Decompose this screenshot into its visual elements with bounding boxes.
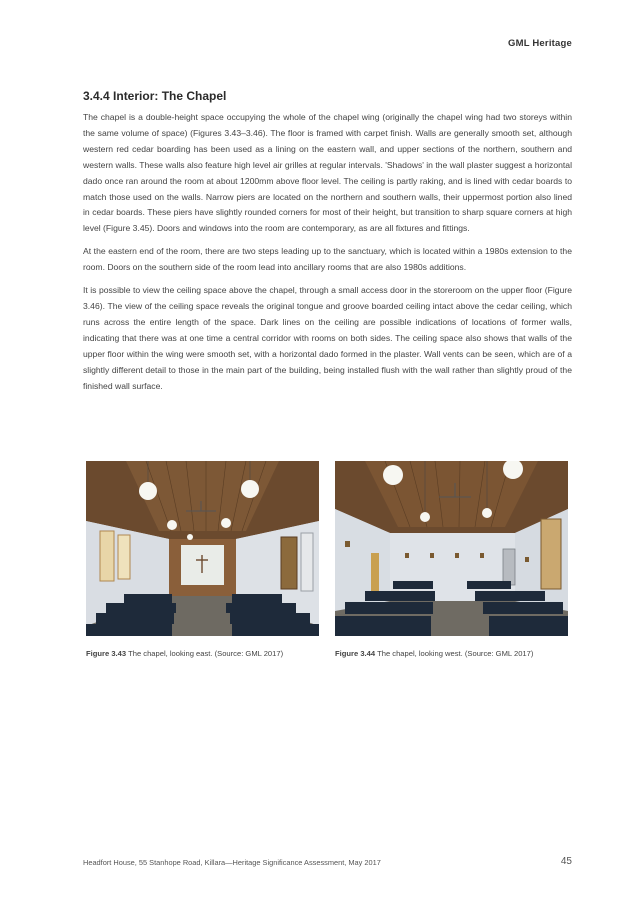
- photo-chapel-west-illustration: [335, 461, 568, 636]
- figure-label: Figure 3.43: [86, 649, 127, 658]
- figure-caption-text: The chapel, looking west. (Source: GML 2017): [377, 649, 534, 658]
- footer-text: Headfort House, 55 Stanhope Road, Killara—Heritage Significance Assessment, May 2017: [83, 858, 381, 867]
- paragraph: It is possible to view the ceiling space above the chapel, through a small access door in the storeroom on the upper floor (Figure 3.46). The view of the ceiling space reveals the original tongue and groove boarded ceiling intact above the cedar ceiling, which runs across the entire length of the space. Dark lines on the ceiling are possible indications of locations of former walls, indicating that there was at one time a central corridor with rooms on both sides. The ceiling space also shows that walls of the upper floor within the wing were smooth set, with a horizontal dado formed in the plaster. Wall vents can be seen, which are of a slightly different detail to those in the main part of the building, being installed flush with the wall rather than slightly proud of the finished wall surface.: [83, 285, 572, 391]
- photo-chapel-east-illustration: [86, 461, 319, 636]
- figure-chapel-east: [86, 461, 319, 658]
- figure-caption-text: The chapel, looking east. (Source: GML 2017): [128, 649, 284, 658]
- section-title: 3.4.4 Interior: The Chapel: [83, 89, 227, 103]
- page-number: 45: [560, 856, 572, 867]
- paragraph: The chapel is a double-height space occupying the whole of the chapel wing (originally the chapel wing had two storeys within the same volume of space) (Figures 3.43–3.46). The floor is framed with carpet finish. Walls are generally smooth set, although western red cedar boarding has been used as a lining on the eastern wall, and upper sections of the northern, southern and western walls. These walls also feature high level air grilles at regular intervals. 'Shadows' in the wall plaster suggest a horizontal dado once ran around the room at about 1200mm above floor level. The ceiling is partly raking, and is lined with cedar boards to match those used on the walls. Narrow piers are located on the northern and southern walls, their uppermost portion also lined in cedar boards. These piers have slightly rounded corners for most of their height, but transition to sharp square corners at high level (Figure 3.45). Doors and windows into the room are contemporary, as are all fixtures and fittings.: [83, 112, 572, 234]
- paragraph: At the eastern end of the room, there are two steps leading up to the sanctuary, which is located within a 1980s extension to the room. Doors on the southern side of the room lead into ancillary rooms that are also 1980s additions.: [83, 246, 572, 273]
- photo-chapel-east: [86, 461, 319, 636]
- figure-chapel-west: [335, 461, 568, 658]
- photo-chapel-west: [335, 461, 568, 636]
- header-brand: GML Heritage: [508, 38, 572, 49]
- figure-caption: [335, 649, 568, 658]
- figure-caption: [86, 649, 319, 658]
- figure-label: Figure 3.44: [335, 649, 376, 658]
- body-text: [83, 110, 572, 401]
